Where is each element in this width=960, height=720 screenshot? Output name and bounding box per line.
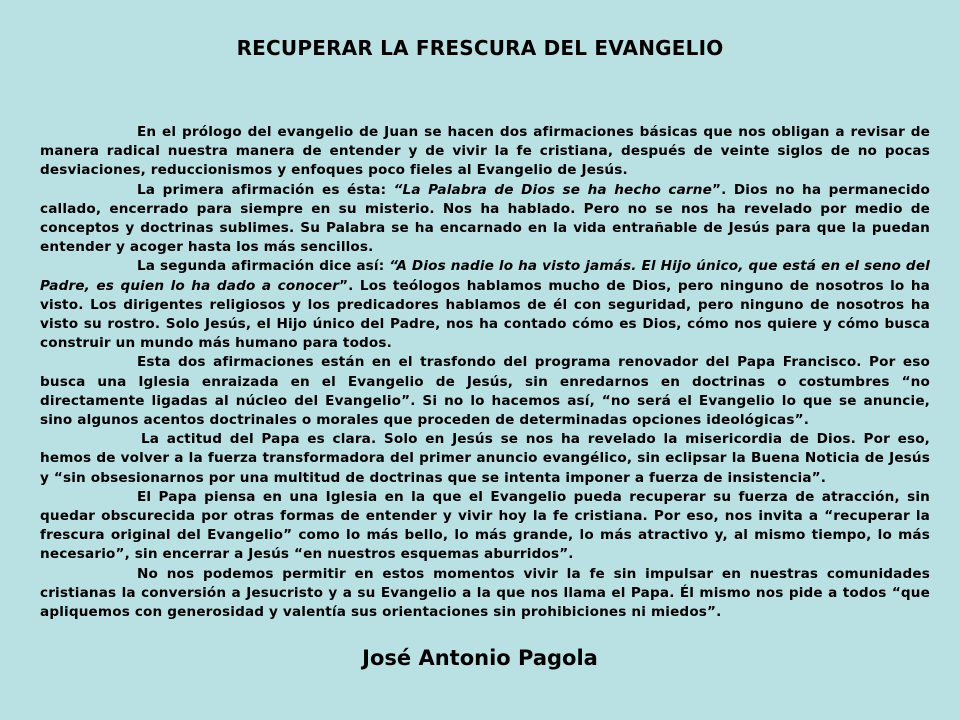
paragraph-6: El Papa piensa en una Iglesia en la que el Evangelio pueda recuperar su fuerza de atracción, sin quedar obscurecida por otras formas de entender y vivir hoy la fe cristiana. Por eso, nos invita a “recuperar la frescura original del Evangelio” como lo más bello, lo más grande, lo más atractivo y, al mismo tiempo, lo más necesario”, sin encerrar a Jesús “en nuestros esquemas aburridos”. [40, 488, 930, 563]
paragraph-1: En el prólogo del evangelio de Juan se hacen dos afirmaciones básicas que nos obligan a revisar de manera radical nuestra manera de entender y de vivir la fe cristiana, después de veinte siglos de no pocas desviaciones, reduccionismos y enfoques poco fieles al Evangelio de Jesús. [40, 124, 930, 179]
document-title: RECUPERAR LA FRESCURA DEL EVANGELIO [236, 36, 724, 60]
paragraph-2-intro: La primera afirmación es ésta: [137, 181, 394, 198]
paragraph-3-quote: “A Dios nadie lo ha visto jamás. El Hijo único, que está en el seno del Padre, es quien lo ha dado a conocer [40, 258, 930, 294]
paragraph-3 [40, 257, 930, 353]
paragraph-2-quote: “La Palabra de Dios se ha hecho carne [393, 181, 712, 198]
paragraph-5: La actitud del Papa es clara. Solo en Jesús se nos ha revelado la misericordia de Dios. Por eso, hemos de volver a la fuerza transformadora del primer anuncio evangélico, sin eclipsar la Buena Noticia de Jesús y “sin obsesionarnos por una multitud de doctrinas que se intenta imponer a fuerza de insistencia”. [40, 431, 930, 486]
paragraph-3-intro: La segunda afirmación dice así: [137, 258, 390, 275]
paragraph-2-rest: ”. Dios no ha permanecido callado, encerrado para siempre en su misterio. Nos ha hablado. Pero no se nos ha revelado por medio de conceptos y doctrinas sublimes. Su Palabra se ha encarnado en la vida entrañable de Jesús para que la puedan entender y acoger hasta los más sencillos. [40, 181, 930, 256]
paragraph-4: Esta dos afirmaciones están en el trasfondo del programa renovador del Papa Francisco. Por eso busca una Iglesia enraizada en el Evangelio de Jesús, sin enredarnos en doctrinas o costumbres “no directamente ligadas al núcleo del Evangelio”. Si no lo hacemos así, “no será el Evangelio lo que se anuncie, sino algunos acentos doctrinales o morales que proceden de determinadas opciones ideológicas”. [40, 354, 930, 429]
paragraph-7: No nos podemos permitir en estos momentos vivir la fe sin impulsar en nuestras comunidades cristianas la conversión a Jesucristo y a su Evangelio a la que nos llama el Papa. Él mismo nos pide a todos “que apliquemos con generosidad y valentía sus orientaciones sin prohibiciones ni miedos”. [40, 565, 930, 621]
paragraph-3-rest: ”. Los teólogos hablamos mucho de Dios, pero ninguno de nosotros lo ha visto. Los dirigentes religiosos y los predicadores hablamos de él con seguridad, pero ninguno de nosotros ha visto su rostro. Solo Jesús, el Hijo único del Padre, nos ha contado cómo es Dios, cómo nos quiere y cómo busca construir un mundo más humano para todos. [40, 277, 930, 352]
paragraph-2 [40, 181, 930, 258]
article-body [40, 123, 930, 622]
author-signature: José Antonio Pagola [362, 646, 598, 670]
